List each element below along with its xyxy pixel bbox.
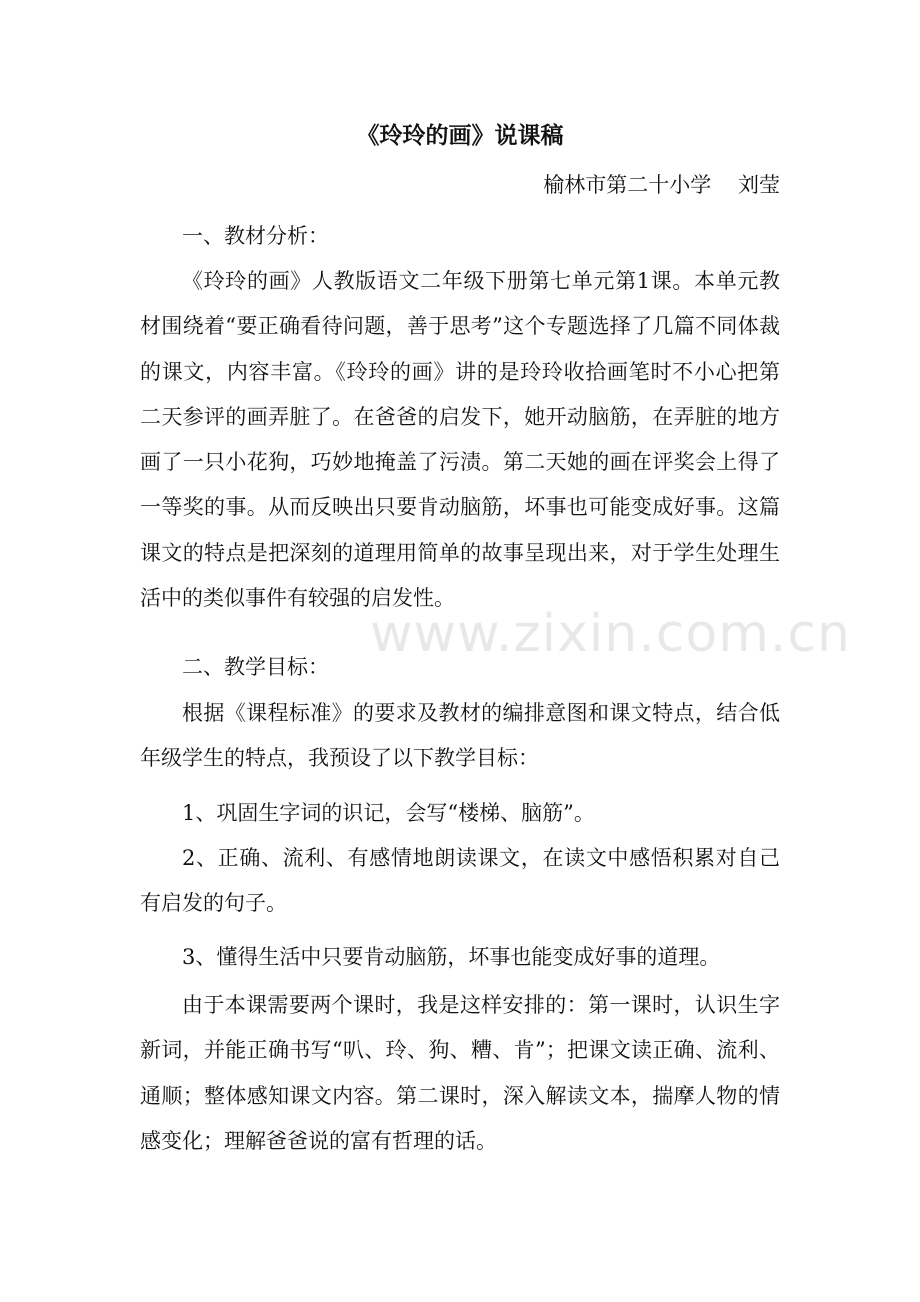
watermark-text: www.zixin.com.cn	[370, 604, 851, 664]
goal-item-2: 2、正确、流利、有感情地朗读课文，在读文中感悟积累对自己有启发的句子。	[140, 846, 780, 916]
author-line: 榆林市第二十小学 刘莹	[543, 173, 780, 197]
lesson-plan-paragraph: 由于本课需要两个课时，我是这样安排的：第一课时，认识生字新词，并能正确书写“叭、玲、狗、糟、肯”；把课文读正确、流利、通顺；整体感知课文内容。第二课时，深入解读文本，揣摩人物的情感变化；理解爸爸说的富有哲理的话。	[140, 993, 780, 1153]
section-paragraph-1: 《玲玲的画》人教版语文二年级下册第七单元第1课。本单元教材围绕着“要正确看待问题，善于思考”这个专题选择了几篇不同体裁的课文，内容丰富。《玲玲的画》讲的是玲玲收拾画笔时不小心把第二天参评的画弄脏了。在爸爸的启发下，她开动脑筋，在弄脏的地方画了一只小花狗，巧妙地掩盖了污渍。第二天她的画在评奖会上得了一等奖的事。从而反映出只要肯动脑筋，坏事也可能变成好事。这篇课文的特点是把深刻的道理用简单的故事呈现出来，对于学生处理生活中的类似事件有较强的启发性。	[140, 269, 780, 611]
document-title: 《玲玲的画》说课稿	[356, 122, 564, 149]
section-heading-2: 二、教学目标：	[182, 655, 329, 679]
goal-item-1: 1、巩固生字词的识记，会写“楼梯、脑筋”。	[182, 801, 595, 825]
goal-item-3: 3、懂得生活中只要肯动脑筋，坏事也能变成好事的道理。	[182, 945, 721, 969]
section-heading-1: 一、教材分析：	[182, 224, 329, 248]
goals-intro-paragraph: 根据《课程标准》的要求及教材的编排意图和课文特点，结合低年级学生的特点，我预设了以下教学目标：	[140, 701, 780, 771]
